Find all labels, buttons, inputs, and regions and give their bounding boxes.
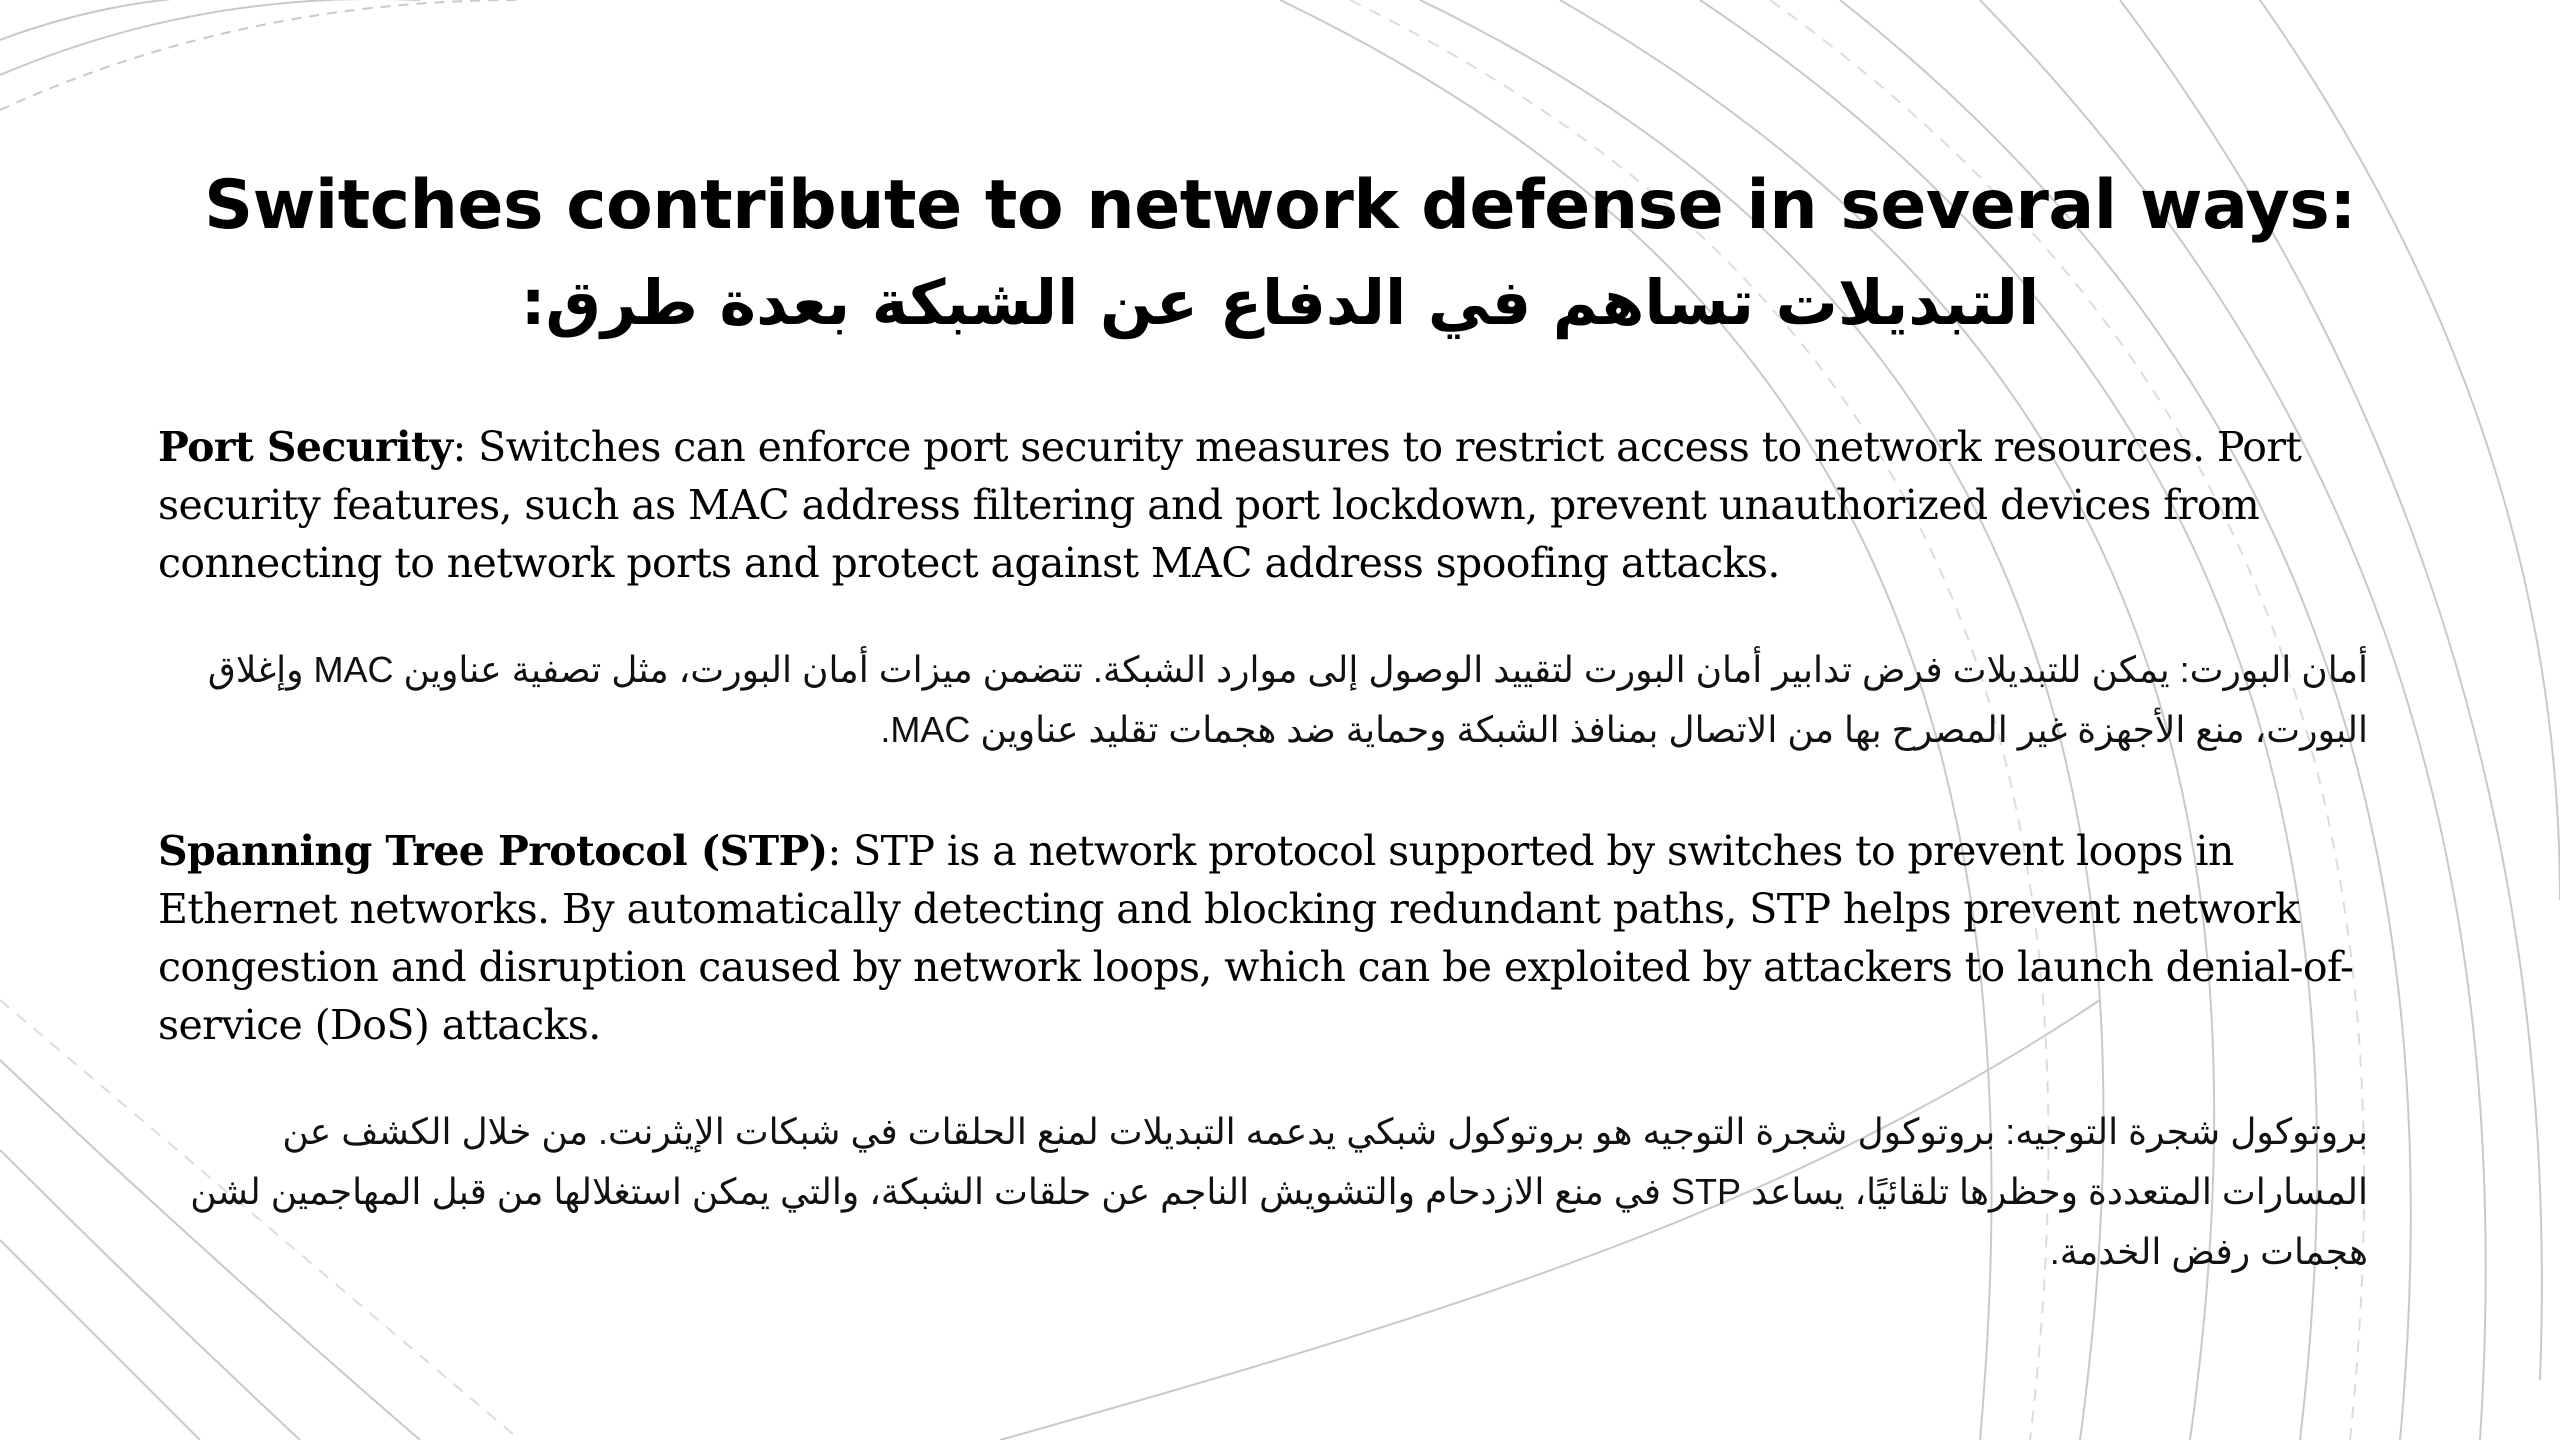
- stp-term: Spanning Tree Protocol (STP): [158, 827, 828, 875]
- port-security-arabic-paragraph: أمان البورت: يمكن للتبديلات فرض تدابير أمان البورت لتقييد الوصول إلى موارد الشبكة. تتضمن ميزات أمان البورت، مثل تصفية عناوين MAC وإغلاق البورت، منع الأجهزة غير المصرح بها من الاتصال بمنافذ الشبكة وحماية ضد هجمات تقليد عناوين MAC.: [207, 649, 2368, 750]
- slide-title-arabic: التبديلات تساهم في الدفاع عن الشبكة بعدة طرق:: [520, 266, 2040, 339]
- stp-paragraph: [158, 822, 2398, 1054]
- slide-title-english: Switches contribute to network defense in several ways:: [204, 166, 2356, 245]
- stp-arabic-paragraph: بروتوكول شجرة التوجيه: بروتوكول شجرة التوجيه هو بروتوكول شبكي يدعمه التبديلات لمنع الحلقات في شبكات الإيثرنت. من خلال الكشف عن المسارات المتعددة وحظرها تلقائيًا، يساعد STP في منع الازدحام والتشويش الناجم عن حلقات الشبكة، والتي يمكن استغلالها من قبل المهاجمين لشن هجمات رفض الخدمة.: [190, 1111, 2368, 1272]
- stp-text: : STP is a network protocol supported by switches to prevent loops in Ethernet networks. By automatically detecting and blocking redundant paths, STP helps prevent network congestion and disruption caused by network loops, which can be exploited by attackers to launch denial-of-service (DoS) attacks.: [158, 827, 2354, 1049]
- port-security-text: : Switches can enforce port security measures to restrict access to network resources. Port security features, such as MAC address filtering and port lockdown, prevent unauthorized devices from connecting to network ports and protect against MAC address spoofing attacks.: [158, 423, 2302, 587]
- port-security-paragraph: [158, 418, 2398, 592]
- port-security-term: Port Security: [158, 423, 453, 471]
